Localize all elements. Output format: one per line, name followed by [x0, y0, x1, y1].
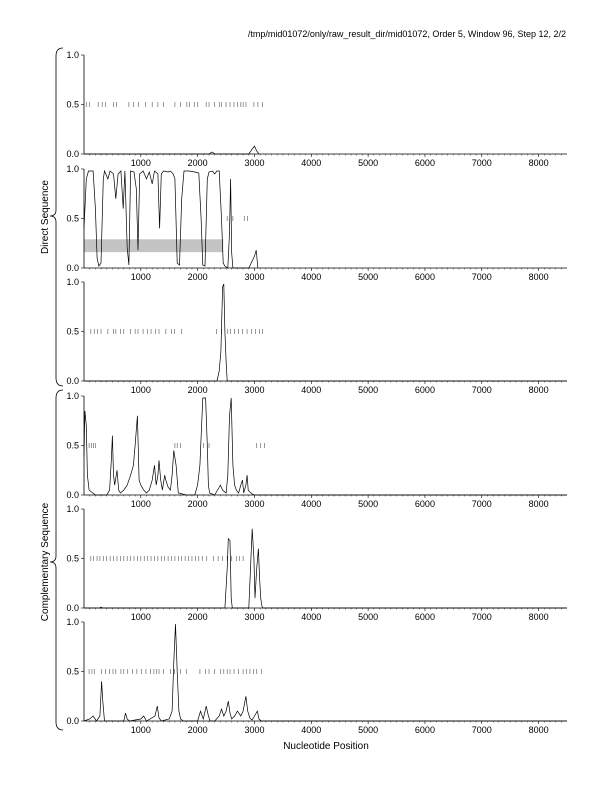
y-tick-label: 1.0 [66, 617, 79, 627]
x-tick-label: 5000 [358, 499, 379, 509]
x-tick-label: 4000 [301, 158, 322, 168]
panel-5 [66, 504, 567, 622]
x-tick-label: 8000 [528, 612, 549, 622]
probability-line [84, 146, 259, 154]
x-tick-label: 3000 [244, 385, 265, 395]
x-tick-label: 5000 [358, 272, 379, 282]
x-tick-label: 6000 [414, 158, 435, 168]
x-tick-label: 2000 [187, 272, 208, 282]
panel-1 [66, 50, 567, 168]
x-tick-label: 2000 [187, 725, 208, 735]
y-tick-label: 0.0 [66, 490, 79, 500]
x-tick-label: 7000 [471, 725, 492, 735]
x-tick-label: 2000 [187, 158, 208, 168]
panel-6 [66, 617, 567, 735]
panel-4 [66, 391, 567, 509]
x-tick-label: 8000 [528, 499, 549, 509]
panel-2 [66, 164, 567, 282]
y-tick-label: 0.0 [66, 716, 79, 726]
x-tick-label: 4000 [301, 499, 322, 509]
y-tick-label: 0.0 [66, 149, 79, 159]
x-tick-label: 1000 [130, 499, 151, 509]
x-tick-label: 5000 [358, 385, 379, 395]
x-tick-label: 1000 [130, 725, 151, 735]
x-tick-label: 5000 [358, 612, 379, 622]
x-tick-label: 4000 [301, 725, 322, 735]
x-tick-label: 7000 [471, 499, 492, 509]
x-tick-label: 8000 [528, 158, 549, 168]
y-tick-label: 0.5 [66, 99, 79, 110]
x-tick-label: 1000 [130, 158, 151, 168]
x-tick-label: 8000 [528, 272, 549, 282]
x-tick-label: 4000 [301, 612, 322, 622]
group-label-complementary: Complementary Sequence [40, 502, 51, 622]
x-tick-label: 6000 [414, 725, 435, 735]
group-label-direct: Direct Sequence [40, 180, 51, 254]
y-tick-label: 0.0 [66, 376, 79, 386]
x-tick-label: 7000 [471, 272, 492, 282]
probability-line [84, 171, 258, 268]
x-tick-label: 5000 [358, 725, 379, 735]
y-tick-label: 0.5 [66, 213, 79, 224]
y-tick-label: 1.0 [66, 164, 79, 174]
x-tick-label: 7000 [471, 385, 492, 395]
x-tick-label: 1000 [130, 385, 151, 395]
x-tick-label: 2000 [187, 612, 208, 622]
x-tick-label: 5000 [358, 158, 379, 168]
x-tick-label: 6000 [414, 272, 435, 282]
y-tick-label: 0.5 [66, 440, 79, 451]
header-title: /tmp/mid01072/only/raw_result_dir/mid01072, Order 5, Window 96, Step 12, 2/2 [247, 29, 566, 39]
x-tick-label: 6000 [414, 499, 435, 509]
x-tick-label: 6000 [414, 612, 435, 622]
panels [66, 50, 567, 735]
panel-3 [66, 277, 567, 395]
x-tick-label: 1000 [130, 612, 151, 622]
x-tick-label: 7000 [471, 158, 492, 168]
x-axis-label: Nucleotide Position [283, 741, 369, 752]
y-tick-label: 0.5 [66, 553, 79, 564]
probability-line [84, 529, 567, 608]
y-tick-label: 1.0 [66, 277, 79, 287]
group-brace-complementary [50, 390, 63, 730]
x-tick-label: 8000 [528, 385, 549, 395]
x-tick-label: 2000 [187, 385, 208, 395]
x-tick-label: 6000 [414, 385, 435, 395]
y-tick-label: 0.5 [66, 666, 79, 677]
x-tick-label: 4000 [301, 385, 322, 395]
probability-line [84, 398, 567, 495]
x-tick-label: 2000 [187, 499, 208, 509]
x-tick-label: 4000 [301, 272, 322, 282]
x-tick-label: 3000 [244, 272, 265, 282]
y-tick-label: 0.0 [66, 263, 79, 273]
x-tick-label: 3000 [244, 158, 265, 168]
y-tick-label: 1.0 [66, 504, 79, 514]
y-tick-label: 1.0 [66, 50, 79, 60]
y-tick-label: 0.5 [66, 326, 79, 337]
x-tick-label: 7000 [471, 612, 492, 622]
x-tick-label: 3000 [244, 612, 265, 622]
y-tick-label: 0.0 [66, 603, 79, 613]
x-tick-label: 1000 [130, 272, 151, 282]
x-tick-label: 8000 [528, 725, 549, 735]
x-tick-label: 3000 [244, 725, 265, 735]
group-brace-direct [50, 48, 63, 386]
y-tick-label: 1.0 [66, 391, 79, 401]
x-tick-label: 3000 [244, 499, 265, 509]
probability-line [84, 284, 567, 381]
